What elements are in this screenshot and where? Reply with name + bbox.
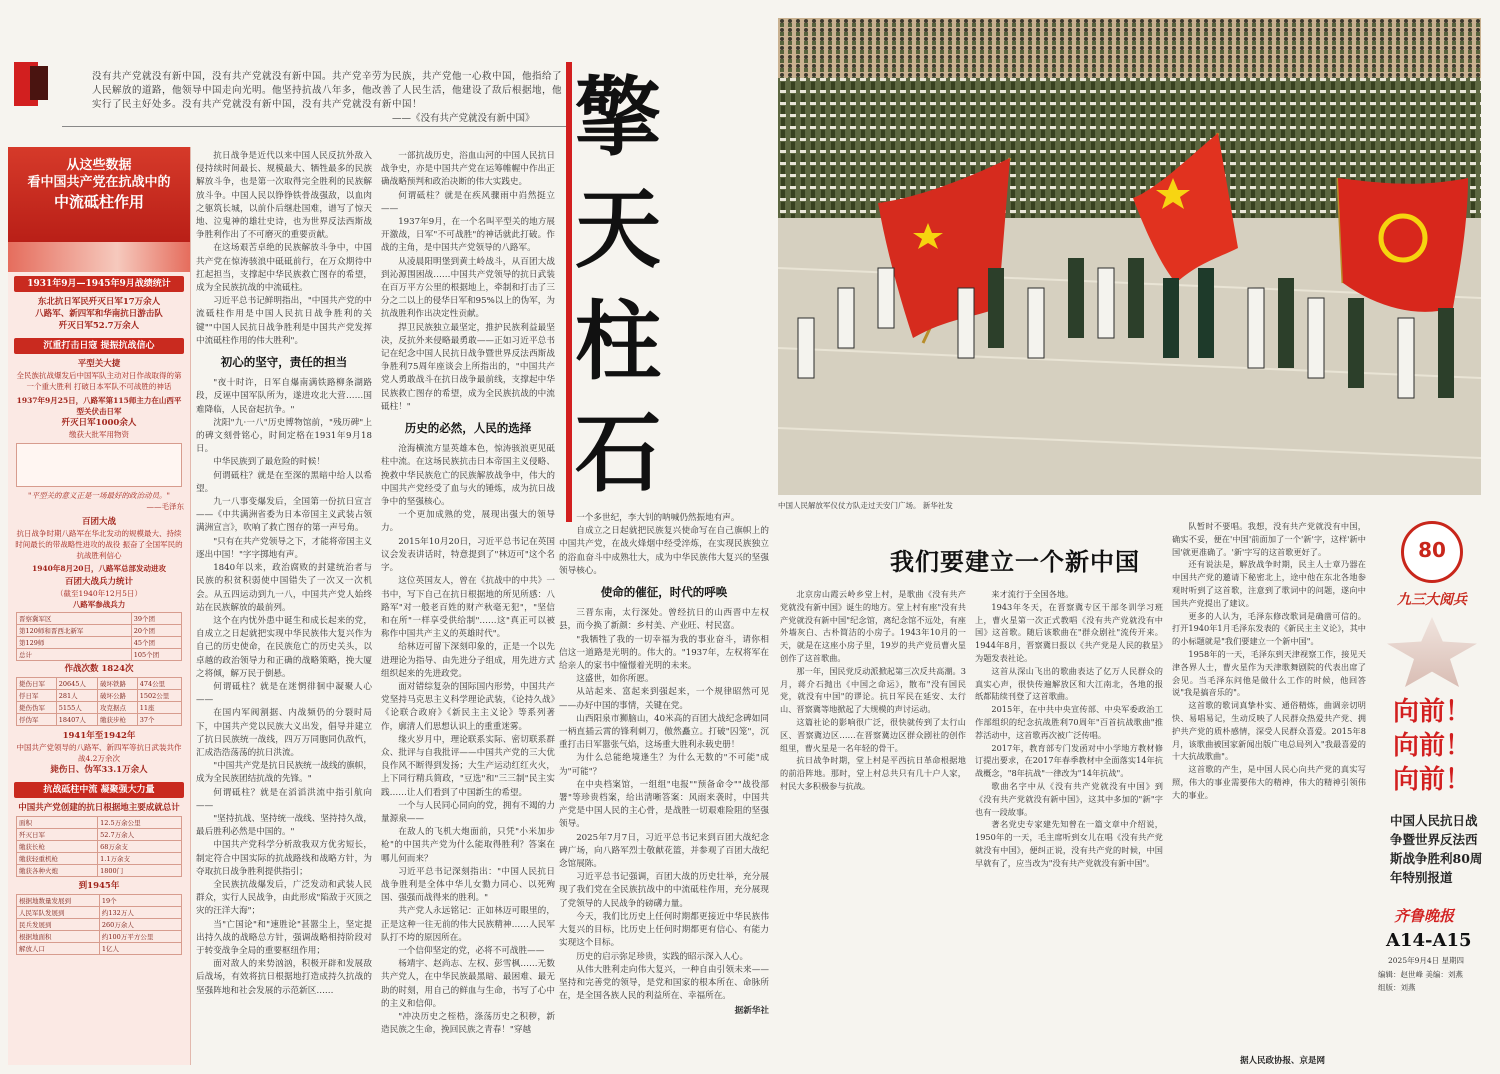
table-cell: 260万余人 — [99, 919, 181, 931]
paragraph: 1840年以来，政治腐败的封建统治者与民族的积贫积弱使中国错失了一次又一次机会。从五四运动到九一八，中国共产党人始终站在民族解放的最前列。 — [196, 563, 372, 613]
paragraph: 今天，我们比历史上任何时期都更接近中华民族伟大复兴的目标，比历史上任何时期都更有信心、有能力实现这个目标。 — [559, 911, 769, 949]
table-cell: 歼灭日军 — [17, 829, 98, 841]
table-cell: 缴获各种火炮 — [17, 865, 98, 877]
subheading-3: 使命的催征，时代的呼唤 — [600, 585, 728, 600]
mao-quote: "平型关的意义正是一场最好的政治动员。" — [28, 491, 170, 500]
table-cell: 1502公里 — [137, 690, 181, 702]
table-row — [17, 895, 182, 907]
period-1941-kills: 毙伤日、伪军33.1万余人 — [50, 765, 148, 775]
table-cell: 1亿人 — [99, 943, 181, 955]
right-column-3 — [1172, 520, 1366, 1052]
song-quote-source: ——《没有共产党就没有新中国》 — [392, 113, 535, 124]
paragraph: 在这场艰苦卓绝的民族解放斗争中，中国共产党在惊涛骇浪中砥砥前行，在万众期待中扛起担当，支撑起中华民族救亡图存的希望，成为全民族抗战的中流砥柱。 — [196, 243, 372, 294]
paragraph: 歌曲名字中从《没有共产党就没有中国》到《没有共产党就没有新中国》，这其中多加的"新"字也有一段故事。 — [975, 780, 1163, 817]
hundred-regiments-title: 百团大战 — [81, 517, 116, 527]
paragraph: 一个与人民同心同向的党，拥有不竭的力量源泉—— — [381, 800, 555, 824]
forward-3: 向前！ — [1392, 765, 1471, 795]
table-row — [17, 829, 182, 841]
paragraph: 在国内军阀割据、内战频仍的分裂时局下，中国共产党以民族大义出发，倡导并建立了抗日民族统一战线，四万万同胞同仇敌忾，汇成浩浩荡荡的抗日洪流。 — [196, 708, 372, 758]
parade-photo — [778, 18, 1481, 495]
paragraph: 一个信仰坚定的党，必将不可战胜—— — [398, 945, 545, 956]
paragraph: 给林迈可留下深刻印象的，正是一个以先进理论为指导、由先进分子组成，用先进方式组织起来的先进政党。 — [381, 642, 555, 679]
paragraph: 九一八事变爆发后，全国第一份抗日宣言——《中共满洲省委为日本帝国主义武装占领满洲宣言》，吹响了救亡图存的第一声号角。 — [196, 497, 372, 534]
table-row — [17, 678, 182, 690]
title-red-bar — [566, 62, 572, 522]
table-cell: 18407人 — [56, 714, 97, 726]
paragraph: "我牺牲了我的一切幸福为我的事业奋斗，请你相信这一道路是光明的。伟大的。"1937年，左权将军在给亲人的家书中憧憬着光明的未来。 — [559, 634, 769, 672]
period-banner: 1931年9月—1945年9月战绩统计 — [14, 276, 184, 292]
table-cell: 根据地面积 — [17, 931, 100, 943]
table-cell: 破坏公路 — [97, 690, 137, 702]
editors: 编辑：赵世峰 美编：刘燕 — [1378, 970, 1463, 979]
forward-slogan — [1372, 695, 1492, 797]
pingxingguan-kills: 歼灭日军1000余人 — [61, 418, 137, 428]
paragraph: 这个在内忧外患中诞生和成长起来的党，自成立之日起就把实现中华民族伟大复兴作为自己的历史使命，在民族危亡的历史关头，以卓越的政治领导力和正确的战略策略，挽大厦之将倾，解万民于倒悬。 — [196, 615, 372, 679]
forces-label: 八路军参战兵力 — [72, 600, 126, 609]
paragraph: 一个多世纪，李大钊的呐喊仍然振地有声。 — [576, 513, 740, 523]
paragraph: 这首从深山飞出的歌曲表达了亿万人民群众的真实心声，很快传遍解放区和大江南北，各地的报纸都陆续刊登了这首歌曲。 — [975, 665, 1163, 702]
table-row — [17, 853, 182, 865]
paragraph: 中华民族到了最危险的时候！ — [213, 457, 325, 468]
paragraph: 2017年，教育部专门发函对中小学地方教材修订提出要求，在2017年春季教材中全面落实14年抗战概念，"8年抗战"一律改为"14年抗战"。 — [975, 742, 1163, 779]
page-numbers: A14-A15 — [1386, 930, 1472, 951]
table-cell: 人民军队发展到 — [17, 907, 100, 919]
paragraph: "夜十时许，日军自爆南满铁路柳条湖路段，反诬中国军队所为，遂进攻北大营……国难降临，人民奋起抗争。" — [196, 378, 372, 415]
sidebar-header — [8, 147, 190, 242]
table-cell: 474公里 — [137, 678, 181, 690]
paragraph: 山西阳泉市狮脑山，40米高的百团大战纪念碑如同一柄直插云霄的锋利刺刀，傲然矗立。打破"囚笼"，沉重打击日军嚣张气焰，这场重大胜利永载史册！ — [559, 713, 769, 751]
table-cell: 晋察冀军区 — [17, 613, 132, 625]
paragraph: "冲决历史之桎梏，涤荡历史之积秽，新造民族之生命，挽回民族之青春！"穿越 — [381, 1012, 555, 1036]
paragraph: 自成立之日起就把民族复兴使命写在自己旗帜上的中国共产党，在战火烽烟中经受淬炼，在实现民族独立的浴血奋斗中成熟壮大，成为中华民族伟大复兴的坚强领导核心。 — [559, 526, 769, 576]
banner-strike: 沉重打击日寇 提振抗战信心 — [14, 338, 184, 354]
table-cell: 68万余支 — [98, 841, 182, 853]
paragraph: 中国共产党科学分析敌我双方优劣短长，制定符合中国实际的抗战路线和战略方针，为夺取抗日战争胜利提供指引； — [196, 840, 372, 877]
paragraph: 抗日战争是近代以来中国人民反抗外敌入侵持续时间最长、规模最大、牺牲最多的民族解放斗争，也是第一次取得完全胜利的民族解放斗争。中国人民以铮铮铁骨战强敌，以血肉之躯筑长城，以前仆后继赴国难，谱写了惊天地、泣鬼神的雄壮史诗，也为世界反法西斯战争胜利作出了不可磨灭的重要贡献。 — [196, 151, 372, 241]
table-row — [17, 919, 182, 931]
parade-illustration — [778, 18, 1481, 495]
paragraph: 全民族抗战爆发后，广泛发动和武装人民群众，实行人民战争，由此形成"陷敌于灭顶之灾的汪洋大海"； — [196, 879, 372, 917]
title-char-3: 柱 — [575, 292, 661, 392]
pingxingguan-title: 平型关大捷 — [77, 359, 121, 369]
table-cell: 破坏铁路 — [97, 678, 137, 690]
base-area-title: 中国共产党创建的抗日根据地主要成就总计 — [18, 803, 180, 813]
table-row — [17, 714, 182, 726]
table-cell: 面积 — [17, 817, 98, 829]
series-description: 中国人民抗日战争暨世界反法西斯战争胜利80周年特别报道 — [1390, 813, 1483, 885]
stat-northeast: 东北抗日军民歼灭日军17万余人 — [37, 297, 161, 307]
paragraph: 一个更加成熟的党，展现出强大的领导力。 — [381, 510, 555, 534]
paragraph: 沧海横流方显英雄本色，惊涛骇浪更见砥柱中流。在这场民族抗击日本帝国主义侵略、挽救中华民族危亡的民族解放战争中，伟大的中国共产党经受了血与火的锤炼，成为抗日战争中的坚强核心。 — [381, 444, 555, 508]
section-headline: 我们要建立一个新中国 — [890, 548, 1140, 576]
table-cell: 5155人 — [56, 702, 97, 714]
paragraph: 为什么总能绝境逢生？为什么无数的"不可能"成为"可能"？ — [559, 753, 769, 777]
paragraph: 著名党史专家建先知曾在一篇文章中介绍说，1950年的一天，毛主席听到女儿在唱《没有共产党就没有中国》，便纠正说，没有共产党的时候，中国早就有了，应当改为"没有共产党就没有新中国"。 — [975, 819, 1163, 868]
table-cell: 37个 — [137, 714, 181, 726]
newspaper-name: 齐鲁晚报 — [1394, 907, 1455, 925]
paragraph: 何谓砥柱？就是在至深的黑暗中给人以希望。 — [196, 470, 372, 494]
table-row — [17, 613, 182, 625]
table-cell: 缴获步枪 — [97, 714, 137, 726]
table-cell: 1800门 — [98, 865, 182, 877]
sidebar-title-1: 从这些数据 — [66, 158, 132, 173]
table-row — [17, 690, 182, 702]
right-column-2 — [975, 588, 1163, 1066]
by-1945-title: 到1945年 — [78, 881, 120, 891]
table-cell: 20个团 — [131, 625, 181, 637]
article-column-3 — [559, 512, 769, 1062]
forward-2: 向前！ — [1392, 731, 1471, 761]
paragraph: 这位英国友人，曾在《抗战中的中共》一书中，写下自己在抗日根据地的所见所感：八路军"对一般老百姓的财产秋毫无犯"，"坚信和在所"一样享受供给制"……这"真正可以被称作中国共产主义的英雄时代"。 — [381, 576, 555, 640]
paragraph: 这盛世，如你所愿。 — [576, 674, 654, 685]
star-monument — [1387, 617, 1477, 687]
paragraph: 习近平总书记强调，百团大战的历史壮举，充分展现了我们党在全民族抗战中的中流砥柱作用，充分展现了党领导的人民战争的磅礴力量。 — [559, 872, 769, 909]
paragraph: 缘火岁月中，理论联系实际、密切联系群众、批评与自我批评——中国共产党的三大优良作风不断得到发扬；大生产运动红红火火，上下同行精兵简政，"豆选"和"三三制"民主实践……让人们看到了中国新生的希望。 — [381, 734, 555, 798]
battle-count: 作战次数 1824次 — [64, 664, 134, 674]
results-table — [16, 677, 182, 726]
paragraph: 杨靖宇、赵尚志、左权、彭雪枫……无数共产党人，在中华民族最黑暗、最困难、最无助的时刻，用自己的鲜血与生命，书写了心中的主义和信仰。 — [381, 959, 555, 1009]
table-row — [17, 841, 182, 853]
series-sidebar — [1372, 515, 1492, 1065]
table-cell: 攻克据点 — [97, 702, 137, 714]
sidebar-title-3: 中流砥柱作用 — [53, 193, 144, 211]
mao-quote-source: ——毛泽东 — [146, 502, 184, 511]
paragraph: 这篇社论的影响很广泛，很快就传到了太行山区、晋察冀边区……在晋察冀边区群众剧社的创作组里，曹火星是一名年轻的骨干。 — [780, 716, 966, 753]
table-row — [17, 865, 182, 877]
paragraph: 从站起来、富起来到强起来，一个规律昭然可见——办好中国的事情，关键在党。 — [559, 687, 769, 711]
forces-table — [16, 612, 182, 661]
table-cell: 约132万人 — [99, 907, 181, 919]
paragraph: 从凌晨阳明堡到黄土岭战斗，从百团大战到沁源围困战……中国共产党领导的抗日武装在百万平方公里的根据地上，牵制和打击了三分之二以上的侵华日军和95%以上的伪军，为抗战胜利作出决定性贡献。 — [381, 256, 555, 320]
paragraph: 队暂时不要唱。我想，没有共产党就没有中国，确实不妥，便在'中国'前面加了一个'新'字，这样'新中国'就更准确了。'新'字写的这首歌更好了。 — [1172, 521, 1366, 557]
table-cell: 11座 — [137, 702, 181, 714]
forces-table-sub: （截至1940年12月5日） — [56, 589, 142, 598]
paragraph: 1943年冬天，在晋察冀专区干部冬训学习班上，曹火星第一次正式教唱《没有共产党就没有中国》这首歌。随后该歌曲在"群众剧社"流传开来。1944年8月，晋察冀日报以《共产党是人民的救星》为题发表社论。 — [975, 601, 1163, 663]
period-1941: 1941年至1942年 — [62, 731, 136, 741]
paragraph: 1958年的一天，毛泽东到天津视察工作，接见天津各界人士，曹火星作为天津歌舞剧院的代表出席了会见。当毛泽东问他是做什么工作的时候，他回答说"我是搞音乐的"。 — [1172, 648, 1366, 698]
forces-table-title: 百团大战兵力统计 — [64, 577, 133, 587]
table-row — [17, 931, 182, 943]
paragraph: 2015年10月20日，习近平总书记在英国议会发表讲话时，特意提到了"林迈可"这个名字。 — [381, 536, 555, 574]
table-cell: 20645人 — [56, 678, 97, 690]
table-row — [17, 625, 182, 637]
article-byline: 据新华社 — [734, 1006, 769, 1017]
paragraph: 在敌人的飞机大炮面前，只凭"小米加步枪"的中国共产党为什么能取得胜利？答案在哪儿何而来？ — [381, 827, 555, 864]
table-cell: 毙伤日军 — [17, 678, 57, 690]
table-row — [17, 907, 182, 919]
sidebar-title-2: 看中国共产党在抗战中的 — [27, 175, 171, 190]
article-column-2 — [381, 150, 555, 1062]
photo-caption: 中国人民解放军仪仗方队走过天安门广场。 新华社发 — [778, 501, 953, 510]
paragraph: "中国共产党是抗日民族统一战线的旗帜，成为全民族团结抗战的先锋。" — [196, 761, 372, 785]
stats-sidebar — [8, 147, 191, 1065]
paragraph: 更多的人认为，毛泽东修改歌词是确凿可信的。打开1940年1月毛泽东发表的《新民主主义论》，其中的小标题就是"我们要建立一个新中国"。 — [1172, 610, 1366, 647]
article-column-1 — [196, 150, 372, 1062]
table-cell: 俘伪军 — [17, 714, 57, 726]
table-row — [17, 702, 182, 714]
title-char-1: 擎 — [575, 68, 661, 168]
paragraph: 沈阳"九·一八"历史博物馆前，"残历碑"上的碑文刻骨铭心，时间定格在1931年9月18日。 — [196, 417, 372, 455]
hundred-regiments-date: 1940年8月20日，八路军总部发动进攻 — [31, 564, 167, 573]
paragraph: 2025年7月7日，习近平总书记来到百团大战纪念碑广场，向八路军烈士敬献花篮，并参观了百团大战纪念馆展陈。 — [559, 832, 769, 870]
issue-date: 2025年9月4日 星期四 — [1388, 956, 1465, 965]
hundred-regiments-text: 抗日战争时期八路军在华北发动的规模最大、持续时间最长的带战略性进攻的战役 振奋了全国军民的抗战胜利信心 — [15, 529, 183, 560]
paragraph: 来才流行于全国各地。 — [991, 589, 1074, 599]
battle-illustration — [16, 443, 182, 487]
pingxingguan-supplies: 缴获大批军用物资 — [69, 430, 129, 439]
table-cell: 281人 — [56, 690, 97, 702]
stat-eighth-route: 八路军、新四军和华南抗日游击队 — [35, 309, 163, 319]
anniversary-logo — [1401, 521, 1463, 583]
by-1945-table — [16, 894, 182, 955]
paragraph: 1937年9月，在一个名叫平型关的地方展开激战，日军"不可战胜"的神话就此打破。作战的主角，是中国共产党领导的八路军。 — [381, 217, 555, 254]
table-cell: 毙伤伪军 — [17, 702, 57, 714]
paragraph: 面对错综复杂的国际国内形势，中国共产党坚持马克思主义科学理论武装，《论持久战》《论联合政府》《新民主主义论》等系列著作，廓清人们思想认识上的重重迷雾。 — [381, 681, 555, 732]
paragraph: 捍卫民族独立最坚定，推护民族利益最坚决，反抗外来侵略最勇敢——正如习近平总书记在纪念中国人民抗日战争暨世界反法西斯战争胜利75周年座谈会上所指出的，"中国共产党人勇敢战斗在抗日战争最前线，支撑起中华民族救亡图存的希望，成为全民族抗战的中流砥柱！" — [381, 322, 555, 412]
table-row — [17, 637, 182, 649]
series-name: 九三大阅兵 — [1397, 592, 1467, 608]
paragraph: 共产党人永远铭记：正如林迈可眼里的，正是这种一往无前的伟大民族精神……人民军队打不垮的原因所在。 — [381, 906, 555, 943]
table-cell: 根据地数量发展到 — [17, 895, 100, 907]
paragraph: "坚持抗战、坚持统一战线、坚持持久战，最后胜利必然是中国的。" — [196, 813, 372, 838]
paragraph: 三晋东南，太行深处。曾经抗日的山西晋中左权县，而今换了新颜：乡村美、产业旺、村民富。 — [559, 608, 769, 632]
banner-mainstay: 抗战砥柱中流 凝聚强大力量 — [14, 782, 184, 798]
table-cell: 12.5万余公里 — [98, 817, 182, 829]
great-wall-decoration — [8, 242, 190, 272]
top-rule — [62, 126, 567, 127]
table-cell: 1.1万余支 — [98, 853, 182, 865]
subheading-1: 初心的坚守，责任的担当 — [220, 355, 348, 370]
pingxingguan-stat: 1937年9月25日，八路军第115师主力在山西平型关伏击日军 — [16, 396, 182, 416]
table-row — [17, 649, 182, 661]
right-byline: 据人民政协报、京是网 — [1240, 1056, 1326, 1066]
table-cell: 45个团 — [131, 637, 181, 649]
paragraph: 还有说法是，解放战争时期，民主人士章乃器在中国共产党的邀请下秘密北上，途中他在东北各地参观时听到了这首歌，注意到了歌词中的问题，遂向中国共产党提出了建议。 — [1172, 559, 1366, 608]
paragraph: 2015年，在中共中央宣传部、中央军委政治工作部组织的纪念抗战胜利70周年"百首抗战歌曲"推荐活动中，这首歌再次被广泛传唱。 — [975, 704, 1163, 740]
table-cell: 缴获长枪 — [17, 841, 98, 853]
paragraph: "只有在共产党领导之下，才能将帝国主义逐出中国！"字字掷地有声。 — [196, 536, 372, 560]
paragraph: 在中央档案馆，一组组"电报""预备命令""战役部署"等珍贵档案，给出清晰答案：风雨来袭时，中国共产党是中国人民的主心骨，是战胜一切艰难险阻的坚强领导。 — [559, 779, 769, 830]
paragraph: 面对敌人的来势汹汹，积极开辟和发展敌后战场，有效将抗日根据地打造成持久抗战的坚强阵地和社会发展的示范新区…… — [196, 959, 372, 996]
table-cell: 39个团 — [131, 613, 181, 625]
title-char-2: 天 — [575, 180, 661, 280]
paragraph: 北京房山霞云岭乡堂上村，是歌曲《没有共产党就没有新中国》诞生的地方。堂上村有座"没有共产党就没有新中国"纪念馆，离纪念馆不远处，有座外墙灰白、古朴简洁的小房子。1943年10月的一天，就是在这座小房子里，19岁的共产党员曹火星创作了这首歌曲。 — [780, 589, 966, 663]
paragraph: 一部抗战历史，浴血山河的中国人民抗日战争史，亦是中国共产党在运筹帷幄中作出正确战略预判和政治决断的伟大实践史。 — [381, 151, 555, 188]
period-1941-text: 中国共产党领导的八路军、新四军等抗日武装共作战4.2万余次 — [16, 743, 182, 763]
subheading-2: 历史的必然，人民的选择 — [404, 421, 532, 436]
table-cell: 19个 — [99, 895, 181, 907]
paragraph: 习近平总书记深刻指出："中国人民抗日战争胜利是全体中华儿女勠力同心、以死殉国、强强而战得来的胜利。" — [381, 866, 555, 904]
stat-eighth-route-value: 歼灭日军52.7万余人 — [58, 321, 140, 331]
layout-editor: 组版：刘燕 — [1378, 983, 1416, 992]
paragraph: 历史的启示弥足珍贵，实践的昭示深入人心。 — [576, 951, 749, 962]
table-row — [17, 817, 182, 829]
right-column-1 — [780, 588, 966, 1066]
paragraph: 当"亡国论"和"速胜论"甚嚣尘上，坚定提出持久战的战略总方针，强调战略相持阶段对于转变战争全局的重要枢纽作用； — [196, 919, 372, 956]
title-char-4: 石 — [575, 404, 661, 504]
table-cell: 52.7万余人 — [98, 829, 182, 841]
table-cell: 民兵发展到 — [17, 919, 100, 931]
table-cell: 缴获轻重机枪 — [17, 853, 98, 865]
paragraph: 何谓砥柱？就是在疾风骤雨中岿然挺立—— — [381, 190, 555, 214]
table-cell: 总计 — [17, 649, 132, 661]
table-cell: 约100万平方公里 — [99, 931, 181, 943]
song-quote: 没有共产党就没有新中国，没有共产党就没有新中国。共产党辛劳为民族，共产党他一心救中国，他指给了人民解放的道路，他领导中国走向光明。他坚持抗战八年多，他改善了人民生活，他建设了敌后根据地，他实行了民主好处多。没有共产党就没有新中国，没有共产党就没有新中国！ — [92, 71, 563, 110]
paragraph: 这首歌的歌词真挚朴实、通俗精炼，曲调亲切明快、易唱易记，生动反映了人民群众热爱共产党、拥护共产党的质朴感情，深受人民群众喜爱。2015年8月，该歌曲被国家新闻出版广电总局列入"我最喜爱的十大抗战歌曲"。 — [1172, 700, 1366, 762]
paragraph: 这首歌的产生，是中国人民心向共产党的真实写照，伟大的事业需要伟大的精神，伟大的精神引领伟大的事业。 — [1172, 764, 1366, 800]
forward-1: 向前！ — [1392, 697, 1471, 727]
paragraph: 从伟大胜利走向伟大复兴，一种自由引领未来——坚持和完善党的领导，是党和国家的根本所在、命脉所在，是全国各族人民的利益所在、幸福所在。 — [559, 964, 769, 1002]
table-cell: 第129师 — [17, 637, 132, 649]
main-title — [575, 62, 661, 510]
pingxingguan-text: 全民族抗战爆发后中国军队主动对日作战取得的第一个重大胜利 打破日本军队不可战胜的神话 — [16, 371, 182, 391]
paragraph: 习近平总书记鲜明指出，"中国共产党的中流砥柱作用是中国人民抗日战争胜利的关键""中国人民抗日战争胜利是中国共产党发挥中流砥柱作用的伟大胜利"。 — [196, 296, 372, 346]
paragraph: 何谓砥柱？就是在迷惘徘徊中凝聚人心—— — [196, 681, 372, 706]
paragraph: 何谓砥柱？就是在滔滔洪流中指引航向—— — [196, 787, 372, 811]
table-cell: 解放人口 — [17, 943, 100, 955]
table-cell: 第120师和晋西北新军 — [17, 625, 132, 637]
table-cell: 105个团 — [131, 649, 181, 661]
table-row — [17, 943, 182, 955]
paragraph: 那一年，国民党反动派掀起第三次反共高潮。3月，蒋介石抛出《中国之命运》，散布"没有国民党，就没有中国"的谬论。抗日军民在延安、太行山、晋察冀等地掀起了大规模的声讨运动。 — [780, 665, 966, 715]
paragraph: 抗日战争时期，堂上村是平西抗日革命根据地的前沿阵地。那时，堂上村总共只有几十户人家，村民大多积极参与抗战。 — [780, 755, 966, 791]
logo-number: 80 — [1418, 538, 1446, 562]
table-cell: 俘日军 — [17, 690, 57, 702]
base-area-table — [16, 816, 182, 877]
corner-dark-block — [30, 66, 48, 100]
